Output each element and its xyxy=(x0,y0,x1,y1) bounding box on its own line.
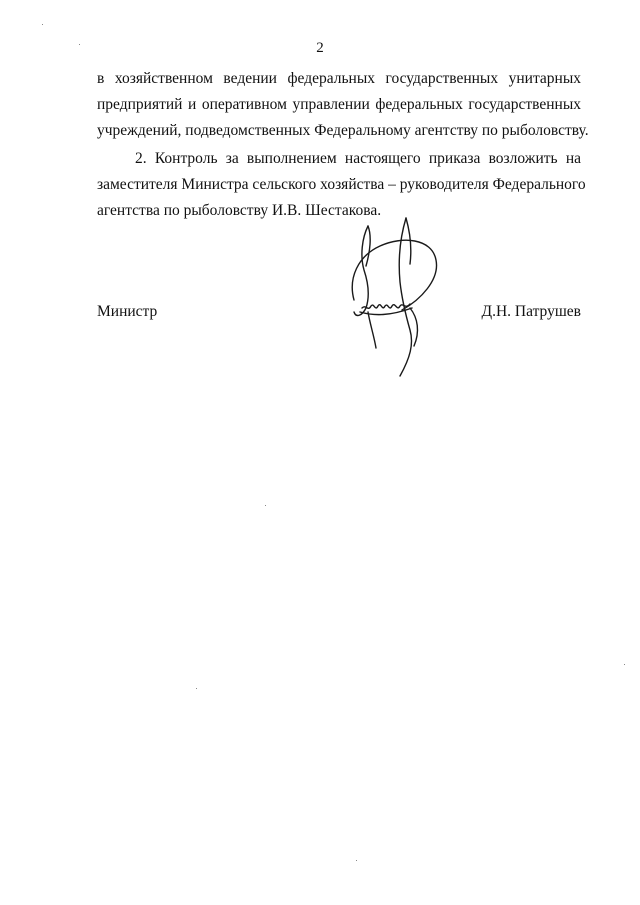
scan-speck xyxy=(196,688,197,689)
text-line: агентства по рыболовству И.В. Шестакова. xyxy=(97,202,382,219)
page-number: 2 xyxy=(316,40,324,56)
text-line: учреждений, подведомственных Федеральному агентству по рыболовству. xyxy=(97,122,589,139)
scan-speck xyxy=(356,860,357,861)
paragraph-control-clause xyxy=(97,146,586,224)
signer-name: Д.Н. Патрушев xyxy=(481,303,581,320)
scan-speck xyxy=(79,44,80,45)
scan-speck xyxy=(624,664,625,665)
scan-speck xyxy=(42,24,43,25)
signer-position: Министр xyxy=(97,303,158,320)
text-line: 2. Контроль за выполнением настоящего приказа возложить на xyxy=(135,150,581,167)
scan-speck xyxy=(265,505,266,506)
text-line: предприятий и оперативном управлении федеральных государственных xyxy=(97,96,581,113)
text-line: заместителя Министра сельского хозяйства – руководителя Федерального xyxy=(97,176,586,193)
signature-block xyxy=(97,303,581,327)
handwritten-signature xyxy=(340,208,450,383)
text-line: в хозяйственном ведении федеральных государственных унитарных xyxy=(97,70,581,87)
paragraph-continuation xyxy=(97,66,589,144)
